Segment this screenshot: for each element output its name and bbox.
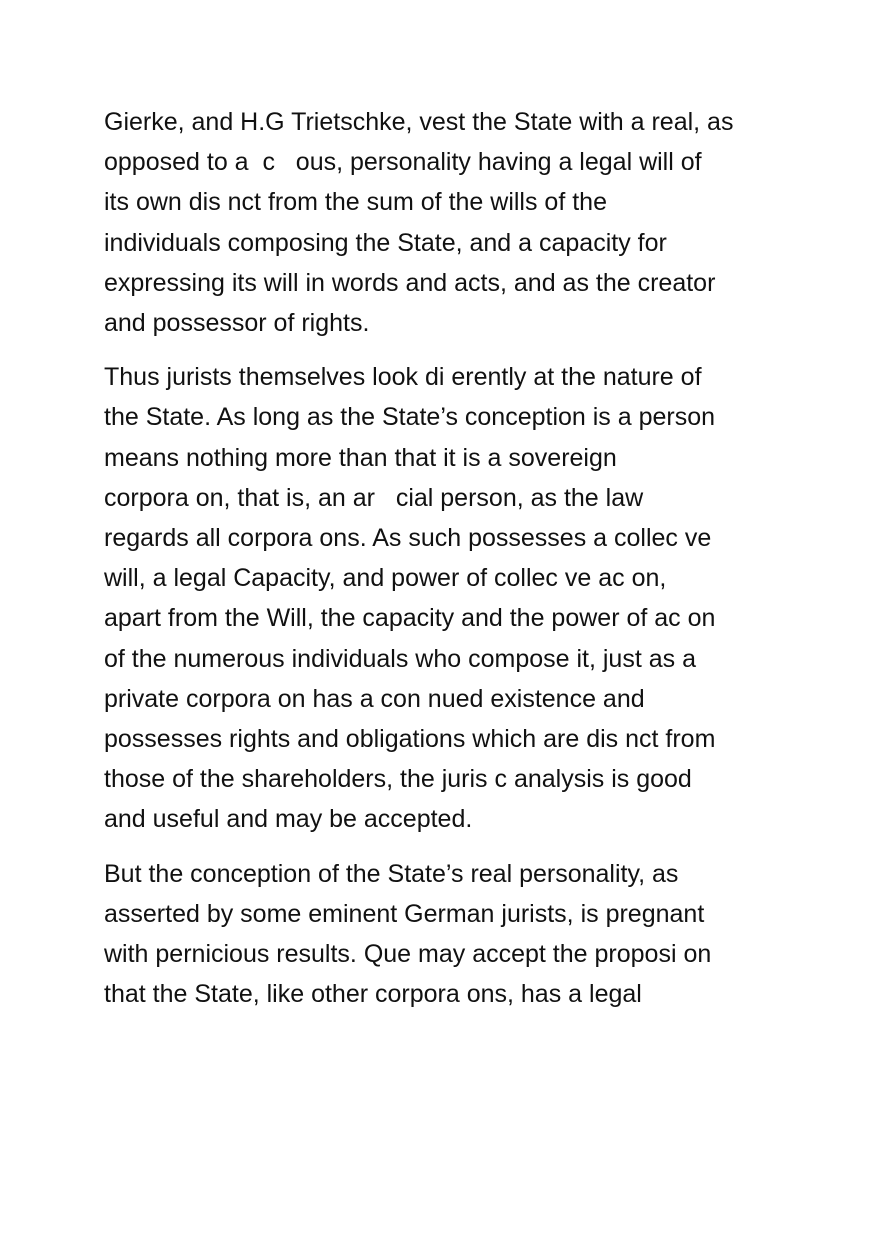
text-line: But the conception of the State’s real personality, as <box>104 859 679 888</box>
text-line: those of the shareholders, the juris c analysis is good <box>104 765 692 794</box>
body-text <box>104 102 804 1028</box>
text-line: individuals composing the State, and a capacity for <box>104 228 667 257</box>
text-line: with pernicious results. Que may accept the proposi on <box>104 940 712 969</box>
text-line: apart from the Will, the capacity and the power of ac on <box>104 604 716 633</box>
text-line: private corpora on has a con nued existence and <box>104 684 645 713</box>
text-line: Gierke, and H.G Trietschke, vest the State with a real, as <box>104 108 734 136</box>
text-line: and useful and may be accepted. <box>104 805 473 834</box>
text-line: possesses rights and obligations which are dis nct from <box>104 725 716 754</box>
paragraph-3 <box>104 854 804 1015</box>
paragraph-2 <box>104 357 804 839</box>
text-line: will, a legal Capacity, and power of collec ve ac on, <box>104 564 667 593</box>
text-line: asserted by some eminent German jurists, is pregnant <box>104 899 705 928</box>
text-line: its own dis nct from the sum of the wills of the <box>104 188 607 217</box>
text-line: that the State, like other corpora ons, has a legal <box>104 980 642 1009</box>
text-line: expressing its will in words and acts, and as the creator <box>104 268 716 297</box>
text-line: regards all corpora ons. As such possesses a collec ve <box>104 524 712 553</box>
text-line: corpora on, that is, an ar cial person, as the law <box>104 483 644 512</box>
text-line: of the numerous individuals who compose it, just as a <box>104 644 696 673</box>
text-line: opposed to a c ous, personality having a legal will of <box>104 148 702 177</box>
text-line: means nothing more than that it is a sovereign <box>104 443 617 472</box>
text-line: the State. As long as the State’s conception is a person <box>104 403 716 432</box>
text-line: and possessor of rights. <box>104 309 370 338</box>
text-line: Thus jurists themselves look di erently at the nature of <box>104 363 702 392</box>
paragraph-1 <box>104 102 804 343</box>
